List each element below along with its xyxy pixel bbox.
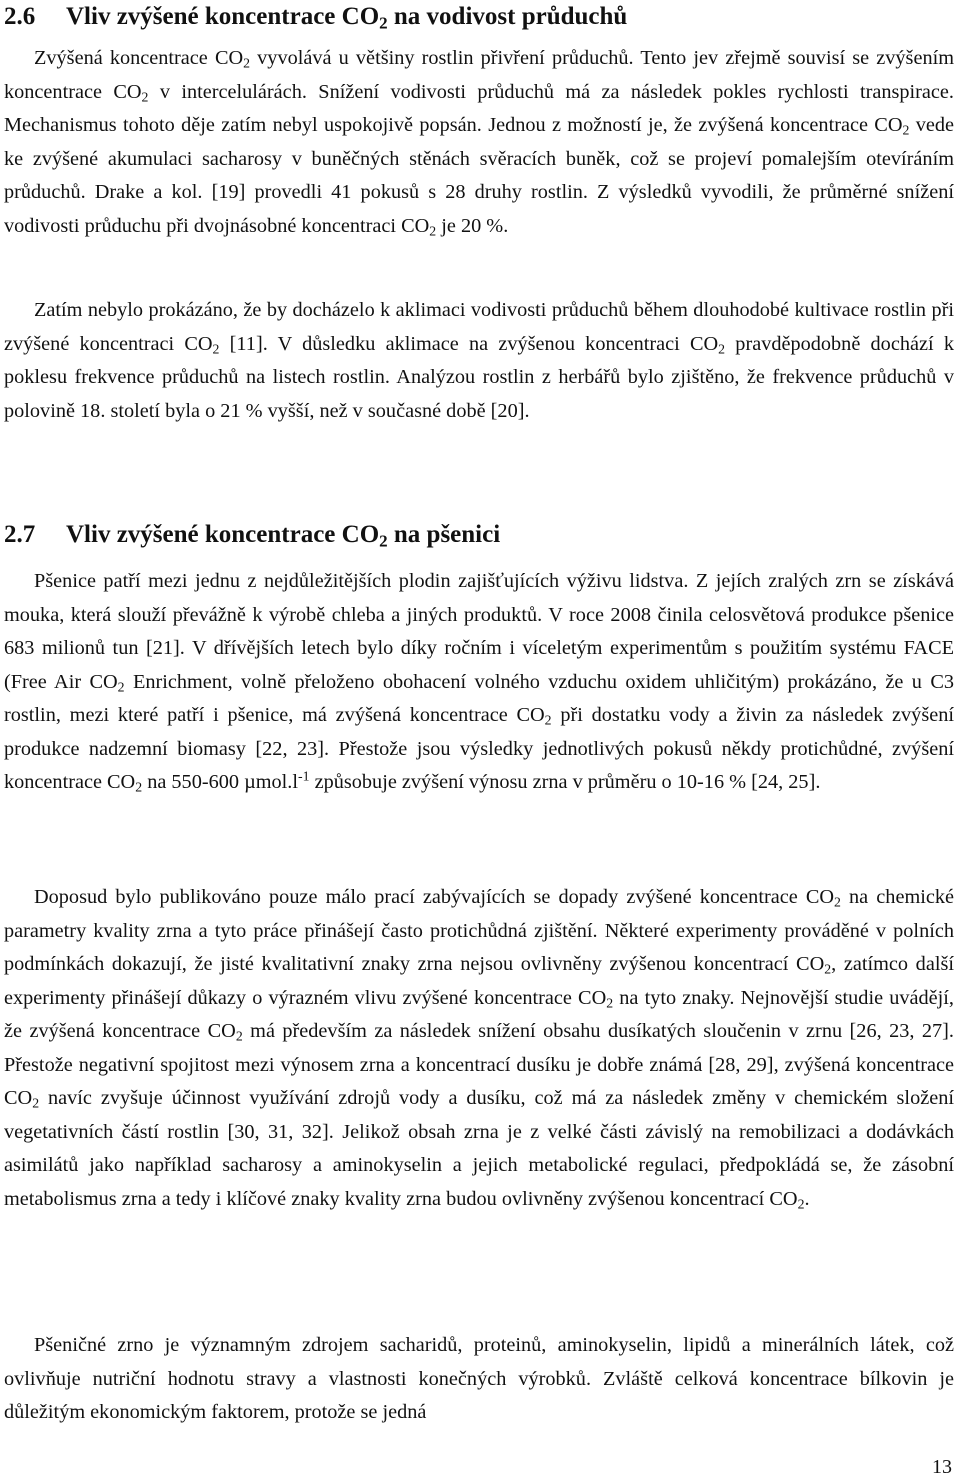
paragraph-2-7-3: [4, 1329, 954, 1430]
subscript: 2: [141, 88, 149, 104]
subscript: 2: [797, 1195, 805, 1211]
subscript: 2: [718, 340, 726, 356]
heading-text: Vliv zvýšené koncentrace CO: [66, 521, 380, 548]
text-run: [11]. V důsledku aklimace na zvýšenou koncentraci CO: [219, 332, 719, 355]
heading-text: Vliv zvýšené koncentrace CO: [66, 3, 380, 30]
text-run: je 20 %.: [436, 214, 509, 237]
text-run: v intercelulárách. Snížení vodivosti průduchů má za následek pokles rychlosti transpirace. Mechanismus tohoto děje zatím nebyl uspokojivě popsán. Jednou z možností je, že zvýšená koncentrace CO: [4, 80, 954, 136]
text-run: Pšenice patří mezi jednu z nejdůležitějších plodin zajišťujících výživu lidstva. Z jejích zralých zrn se získává mouka, která slouží převážně k výrobě chleba a jiných produktů. V roce 2008 činila celosvětová produkce pšenice 683 milionů tun [21]. V dřívějších letech bylo díky ročním i víceletým experimentům s použitím systému FACE (Free Air CO: [4, 570, 954, 693]
section-number: 2.7: [4, 521, 36, 548]
section-heading-2-7: [4, 520, 956, 550]
text-run: , zatímco další experimenty přinášejí důkazy o výrazném vlivu zvýšené koncentrace CO: [4, 953, 954, 1009]
text-run: vede ke zvýšené akumulaci sacharosy v buněčných stěnách svěracích buněk, což se projeví pomalejším otevíráním průduchů. Drake a kol. [19] provedli 41 pokusů s 28 druhy rostlin. Z výsledků vyvodili, že průměrné snížení vodivosti průduchu při dvojnásobné koncentraci CO: [4, 114, 954, 237]
subscript: 2: [117, 678, 125, 694]
heading-text: na pšenici: [387, 521, 501, 548]
subscript: 2: [902, 122, 910, 138]
paragraph-2-6-2: [4, 294, 954, 428]
subscript: 2: [834, 894, 841, 910]
text-run: Enrichment, volně přeloženo obohacení volného vzduchu oxidem uhličitým) prokázáno, že u C3 rostlin, mezi které patří i pšenice, má zvýšená koncentrace CO: [4, 670, 954, 726]
subscript: 2: [544, 712, 552, 728]
subscript: 2: [606, 994, 614, 1010]
paragraph-2-6-1: [4, 42, 954, 243]
subscript: 2: [32, 1095, 40, 1111]
section-number: 2.6: [4, 3, 36, 30]
subscript: 2: [212, 340, 220, 356]
subscript: 2: [824, 961, 832, 977]
section-heading-2-6: [4, 2, 956, 32]
page-number: 13: [932, 1456, 952, 1478]
paragraph-2-7-1: [4, 565, 954, 800]
subscript: 2: [135, 779, 143, 795]
subscript: 2: [429, 222, 437, 238]
text-run: Zatím nebylo prokázáno, že by docházelo k aklimaci vodivosti průduchů během dlouhodobé kultivace rostlin při zvýšené koncentraci CO: [4, 299, 954, 355]
subscript: 2: [235, 1028, 243, 1044]
text-run: pravděpodobně dochází k poklesu frekvence průduchů na listech rostlin. Analýzou rostlin z herbářů bylo zjištěno, že frekvence průduchů v polovině 18. století byla o 21 % vyšší, než v současné době [20].: [4, 332, 954, 422]
text-run: Doposud bylo publikováno pouze málo prací zabývajících se dopady zvýšené koncentrace CO: [34, 886, 835, 908]
text-run: Pšeničné zrno je významným zdrojem sacharidů, proteinů, aminokyselin, lipidů a minerálních látek, což ovlivňuje nutriční hodnotu stravy a vlastnosti konečných výrobků. Zvláště celková koncentrace bílkovin je důležitým ekonomickým faktorem, protože se jedná: [4, 1334, 954, 1423]
paragraph-2-7-2: [4, 881, 954, 1216]
text-run: na chemické parametry kvality zrna a tyto práce přinášejí často protichůdná zjištění. Některé experimenty prováděné v polních podmínkách dokazují, že jisté kvalitativní znaky zrna nejsou ovlivněny zvýšenou koncentrací CO: [4, 886, 954, 975]
text-run: .: [804, 1187, 810, 1210]
text-run: na tyto znaky. Nejnovější studie uvádějí, že zvýšená koncentrace CO: [4, 986, 955, 1042]
text-run: navíc zvyšuje účinnost využívání zdrojů vody a dusíku, což má za následek změny v chemickém složení vegetativních částí rostlin [30, 31, 32]. Jelikož obsah zrna je z velké části závislý na remobilizaci a dodávkách asimilátů jako například sacharosy a aminokyselin a jejich metabolické regulaci, předpokládá se, že zásobní metabolismus zrna a tedy i klíčové znaky kvality zrna budou ovlivněny zvýšenou koncentrací CO: [4, 1087, 954, 1210]
subscript: 2: [379, 13, 388, 33]
text-run: vyvolává u většiny rostlin přivření průduchů. Tento jev zřejmě souvisí se zvýšením koncentrace CO: [4, 47, 955, 103]
subscript: 2: [379, 531, 388, 551]
text-run: při dostatku vody a živin za následek zvýšení produkce nadzemní biomasy [22, 23]. Přestože jsou výsledky jednotlivých pokusů někdy protichůdné, zvýšení koncentrace CO: [4, 704, 954, 793]
subscript: 2: [243, 55, 251, 71]
text-run: má především za následek snížení obsahu dusíkatých sloučenin v zrnu [26, 23, 27]. Přestože negativní spojitost mezi výnosem zrna a koncentrací dusíku je dobře známá [28, 29], zvýšená koncentrace CO: [4, 1020, 955, 1109]
heading-text: na vodivost průduchů: [387, 3, 628, 30]
text-run: způsobuje zvýšení výnosu zrna v průměru o 10-16 % [24, 25].: [309, 771, 821, 793]
text-run: na 550-600 µmol.l: [142, 771, 299, 793]
superscript: -1: [298, 768, 310, 784]
text-run: Zvýšená koncentrace CO: [34, 47, 244, 69]
